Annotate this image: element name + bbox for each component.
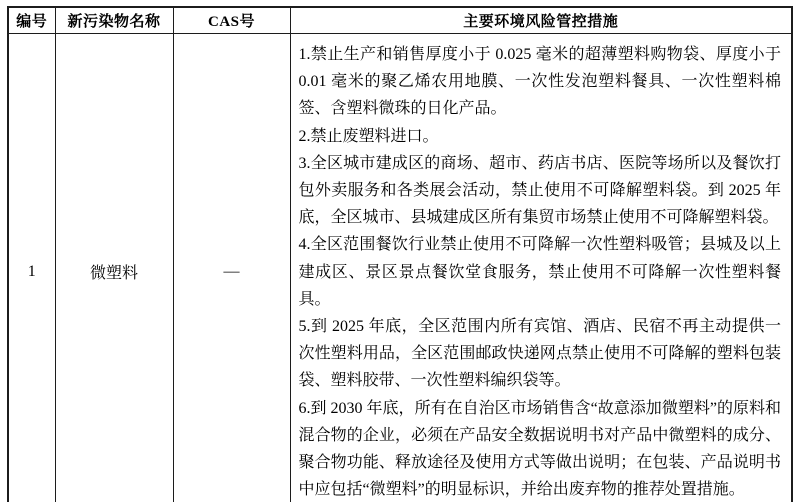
cell-id: 1 [8, 34, 55, 502]
pollutant-table [7, 6, 793, 502]
cell-cas: — [173, 34, 290, 502]
col-header-id: 编号 [8, 7, 55, 34]
header-row [8, 7, 792, 34]
col-header-pollutant-name: 新污染物名称 [55, 7, 173, 34]
measure-item: 3.全区城市建成区的商场、超市、药店书店、医院等场所以及餐饮打包外卖服务和各类展会活动，禁止使用不可降解塑料袋。到 2025 年底，全区城市、县城建成区所有集贸市场禁止使用不可降解塑料袋。 [298, 154, 781, 227]
col-header-measures: 主要环境风险管控措施 [290, 7, 792, 34]
measure-item: 6.到 2030 年底，所有在自治区市场销售含“故意添加微塑料”的原料和混合物的企业，必须在产品安全数据说明书对产品中微塑料的成分、聚合物功能、释放途径及使用方式等做出说明；在包装、产品说明书中应包括“微塑料”的明显标识，并给出废弃物的推荐处置措施。 [298, 399, 781, 499]
col-header-cas: CAS号 [173, 7, 290, 34]
measure-item: 5.到 2025 年底，全区范围内所有宾馆、酒店、民宿不再主动提供一次性塑料用品，全区范围邮政快递网点禁止使用不可降解的塑料包装袋、塑料胶带、一次性塑料编织袋等。 [298, 318, 781, 390]
cell-measures [290, 34, 792, 502]
measure-item: 2.禁止废塑料进口。 [298, 127, 439, 145]
measure-item: 4.全区范围餐饮行业禁止使用不可降解一次性塑料吸管；县城及以上建成区、景区景点餐饮堂食服务，禁止使用不可降解一次性塑料餐具。 [298, 236, 781, 308]
cell-pollutant-name: 微塑料 [55, 34, 173, 502]
measure-item: 1.禁止生产和销售厚度小于 0.025 毫米的超薄塑料购物袋、厚度小于 0.01 毫米的聚乙烯农用地膜、一次性发泡塑料餐具、一次性塑料棉签、含塑料微珠的日化产品。 [298, 46, 781, 118]
table-row [8, 34, 792, 502]
